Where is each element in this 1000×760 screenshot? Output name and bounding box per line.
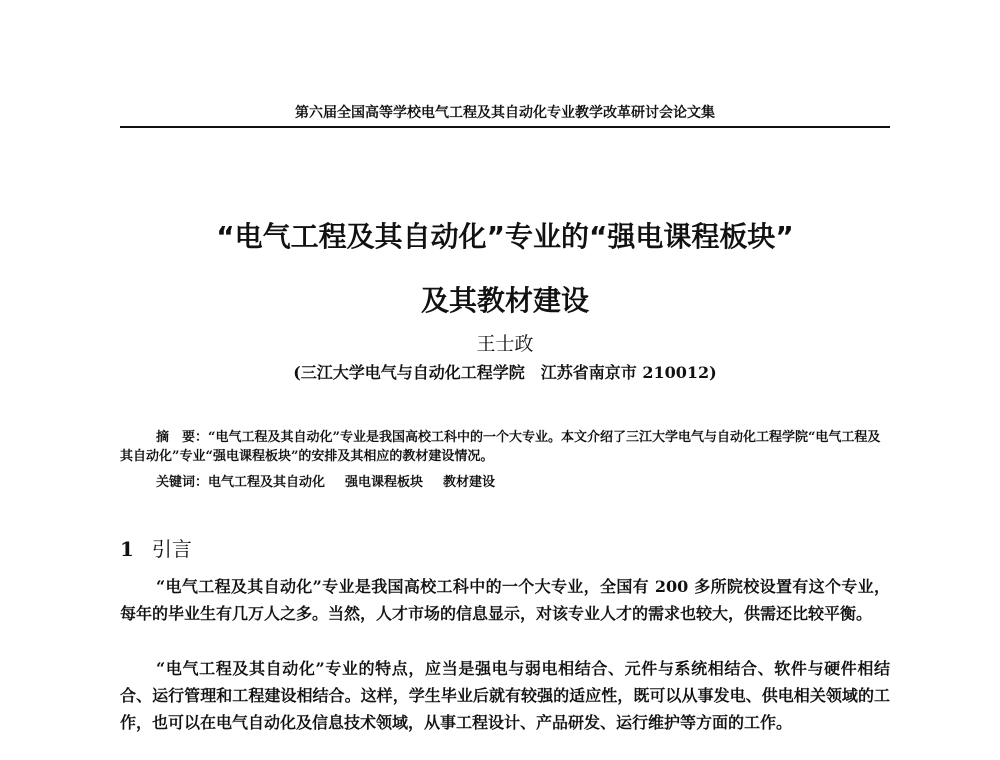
article-title-line-2: 及其教材建设 [420, 284, 589, 317]
body-paragraph: “电气工程及其自动化”专业的特点，应当是强电与弱电相结合、元件与系统相结合、软件与硬件相结合、运行管理和工程建设相结合。这样，学生毕业后就有较强的适应性，既可以从事发电、供电相关领域的工作，也可以在电气自动化及信息技术领域，从事工程设计、产品研发、运行维护等方面的工作。 [120, 659, 890, 732]
body-paragraph: “电气工程及其自动化”专业是我国高校工科中的一个大专业，全国有 200 多所院校设置有这个专业，每年的毕业生有几万人之多。当然，人才市场的信息显示，对该专业人才的需求也较大，供需还比较平衡。 [120, 577, 890, 623]
header-rule [120, 126, 890, 128]
keywords-label: 关键词： [156, 475, 209, 490]
section-title: 引言 [151, 537, 192, 561]
abstract: 摘 要：“电气工程及其自动化”专业是我国高校工科中的一个大专业。本文介绍了三江大学电气与自动化工程学院“电气工程及其自动化”专业“强电课程板块”的安排及其相应的教材建设情况。 [120, 430, 881, 464]
running-header: 第六届全国高等学校电气工程及其自动化专业教学改革研讨会论文集 [295, 105, 715, 121]
section-number: 1 [120, 537, 134, 561]
article-title-line-1: “电气工程及其自动化”专业的“强电课程板块” [216, 220, 794, 253]
author-affiliation: (三江大学电气与自动化工程学院 江苏省南京市 210012) [293, 363, 717, 382]
keywords [156, 471, 890, 490]
section-heading [120, 533, 192, 562]
author-name: 王士政 [476, 333, 534, 355]
keyword: 教材建设 [443, 475, 496, 490]
keyword: 电气工程及其自动化 [208, 475, 326, 490]
keyword: 强电课程板块 [345, 475, 424, 490]
